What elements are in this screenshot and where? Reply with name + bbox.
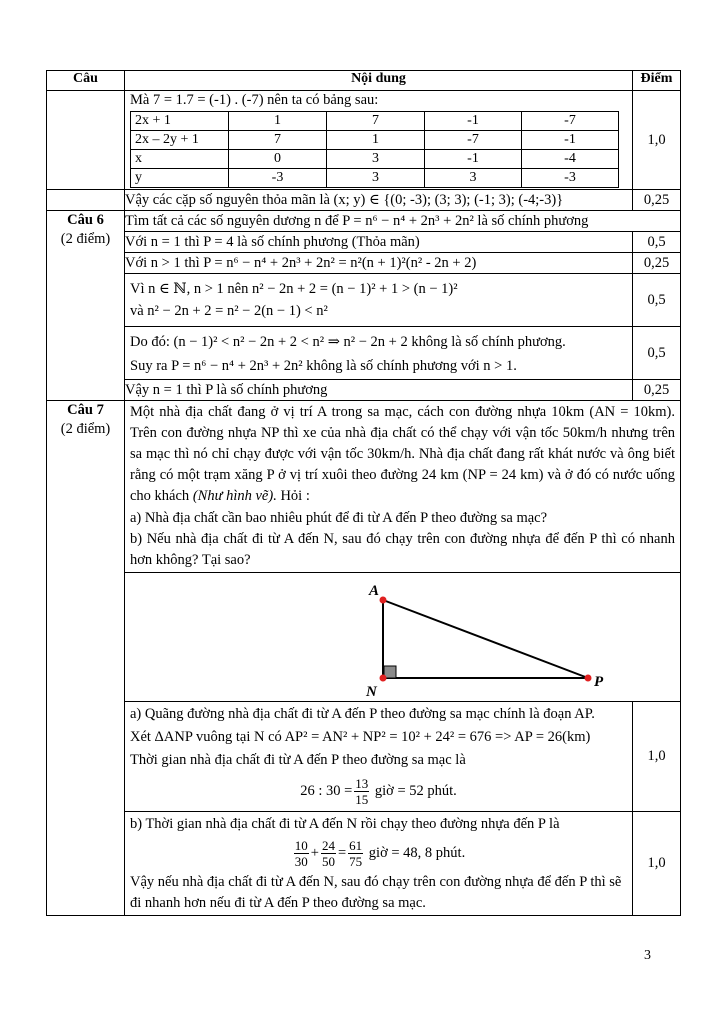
value-table [130,111,619,188]
table-row: Với n = 1 thì P = 4 là số chính phương (Thỏa mãn) 0,5 [47,232,681,253]
value-table-row: 2x + 1 1 7 -1 -7 [131,112,619,131]
answer-sheet [46,70,680,916]
table-row [47,91,681,190]
triangle-figure [125,573,709,701]
score: 0,25 [633,253,681,274]
answer-b: b) Thời gian nhà địa chất đi từ A đến N rồi chạy theo đường nhựa đến P là $\frac{10}{30}$ + $\frac{24}{50}$ = $\frac{61}{75}$ giờ = 48, 8 phút. Vậy nếu nhà địa chất đi từ A đến N, sau đó chạy trên con đường nhựa để đến P thì sẽ đi nhanh hơn nếu đi từ A đến P theo đường sa mạc. [125,812,633,916]
table-row: Vì n ∈ ℕ, n > 1 nên n² − 2n + 2 = (n − 1)² + 1 > (n − 1)² và n² − 2n + 2 = n² − 2(n − 1) < n² 0,5 [47,274,681,327]
table-row: Vậy n = 1 thì P là số chính phương 0,25 [47,380,681,401]
table-row: Với n > 1 thì P = n⁶ − n⁴ + 2n³ + 2n² = n²(n + 1)²(n² - 2n + 2) 0,25 [47,253,681,274]
header-content: Nội dung [125,71,633,91]
question-6-label: Câu 6 (2 điểm) [47,211,125,401]
calc-a: 26 : 30 = $\frac{13}{15}$ giờ = 52 phút. [300,776,457,807]
calc-b: $\frac{10}{30}$ + $\frac{24}{50}$ = $\frac{61}{75}$ giờ = 48, 8 phút. [294,838,466,869]
point-A [380,597,387,604]
score: 1,0 [633,91,681,190]
table-row [47,211,681,232]
header-score: Điểm [633,71,681,91]
value-table-row: x 0 3 -1 -4 [131,150,619,169]
label-A: A [369,583,380,599]
label-P: P [594,674,604,690]
point-N [380,675,387,682]
question-7-problem: Một nhà địa chất đang ở vị trí A trong sa mạc, cách con đường nhựa 10km (AN = 10km). Trên con đường nhựa NP thì xe của nhà địa chất có thể chạy với vận tốc 50km/h nhưng trên sa mạc thì nó chỉ chạy được với vận tốc 30km/h. Nhà địa chất đang rất khát nước và ông biết rằng có một trạm xăng P ở vị trí xuôi theo đường 24 km (NP = 24 km) và ở đó có nước uống cho khách (Như hình vẽ). Hỏi : a) Nhà địa chất cần bao nhiêu phút để đi từ A đến P theo đường sa mạc? b) Nếu nhà địa chất đi từ A đến N, sau đó chạy trên con đường nhựa để đến P thì có nhanh hơn không? Tại sao? [125,401,681,573]
header-question: Câu [47,71,125,91]
table-row: Do đó: (n − 1)² < n² − 2n + 2 < n² ⇒ n² − 2n + 2 không là số chính phương. Suy ra P = n⁶ − n⁴ + 2n³ + 2n² không là số chính phương với n > 1. 0,5 [47,327,681,380]
value-table-row: y -3 3 3 -3 [131,169,619,188]
intro-text: Mà 7 = 1.7 = (-1) . (-7) nên ta có bảng sau: [130,92,379,108]
score: 1,0 [633,812,681,916]
segment-AP [383,600,588,678]
question-6-statement: Tìm tất cả các số nguyên dương n để P = n⁶ − n⁴ + 2n³ + 2n² là số chính phương [125,211,681,232]
score: 0,5 [633,274,681,327]
question-7-label: Câu 7 (2 điểm) [47,401,125,916]
score: 0,25 [633,190,681,211]
table-row [47,573,681,702]
table-row [47,401,681,573]
point-P [585,675,592,682]
answer-table [46,70,681,916]
score: 0,25 [633,380,681,401]
score: 0,5 [633,232,681,253]
table-header [47,71,681,91]
answer-a: a) Quãng đường nhà địa chất đi từ A đến P theo đường sa mạc chính là đoạn AP. Xét ΔANP vuông tại N có AP² = AN² + NP² = 10² + 24² = 676 => AP = 26(km) Thời gian nhà địa chất đi từ A đến P theo đường sa mạc là 26 : 30 = $\frac{13}{15}$ giờ = 52 phút. [125,702,633,812]
conclusion-text: Vậy các cặp số nguyên thỏa mãn là (x; y) ∈ {(0; -3); (3; 3); (-1; 3); (-4;-3)} [125,190,633,211]
table-row [47,702,681,812]
label-N: N [366,684,377,700]
value-table-row: 2x – 2y + 1 7 1 -7 -1 [131,131,619,150]
figure-cell [125,573,681,702]
table-row [47,812,681,916]
score: 0,5 [633,327,681,380]
table-row [47,190,681,211]
score: 1,0 [633,702,681,812]
page-number: 3 [644,948,651,963]
